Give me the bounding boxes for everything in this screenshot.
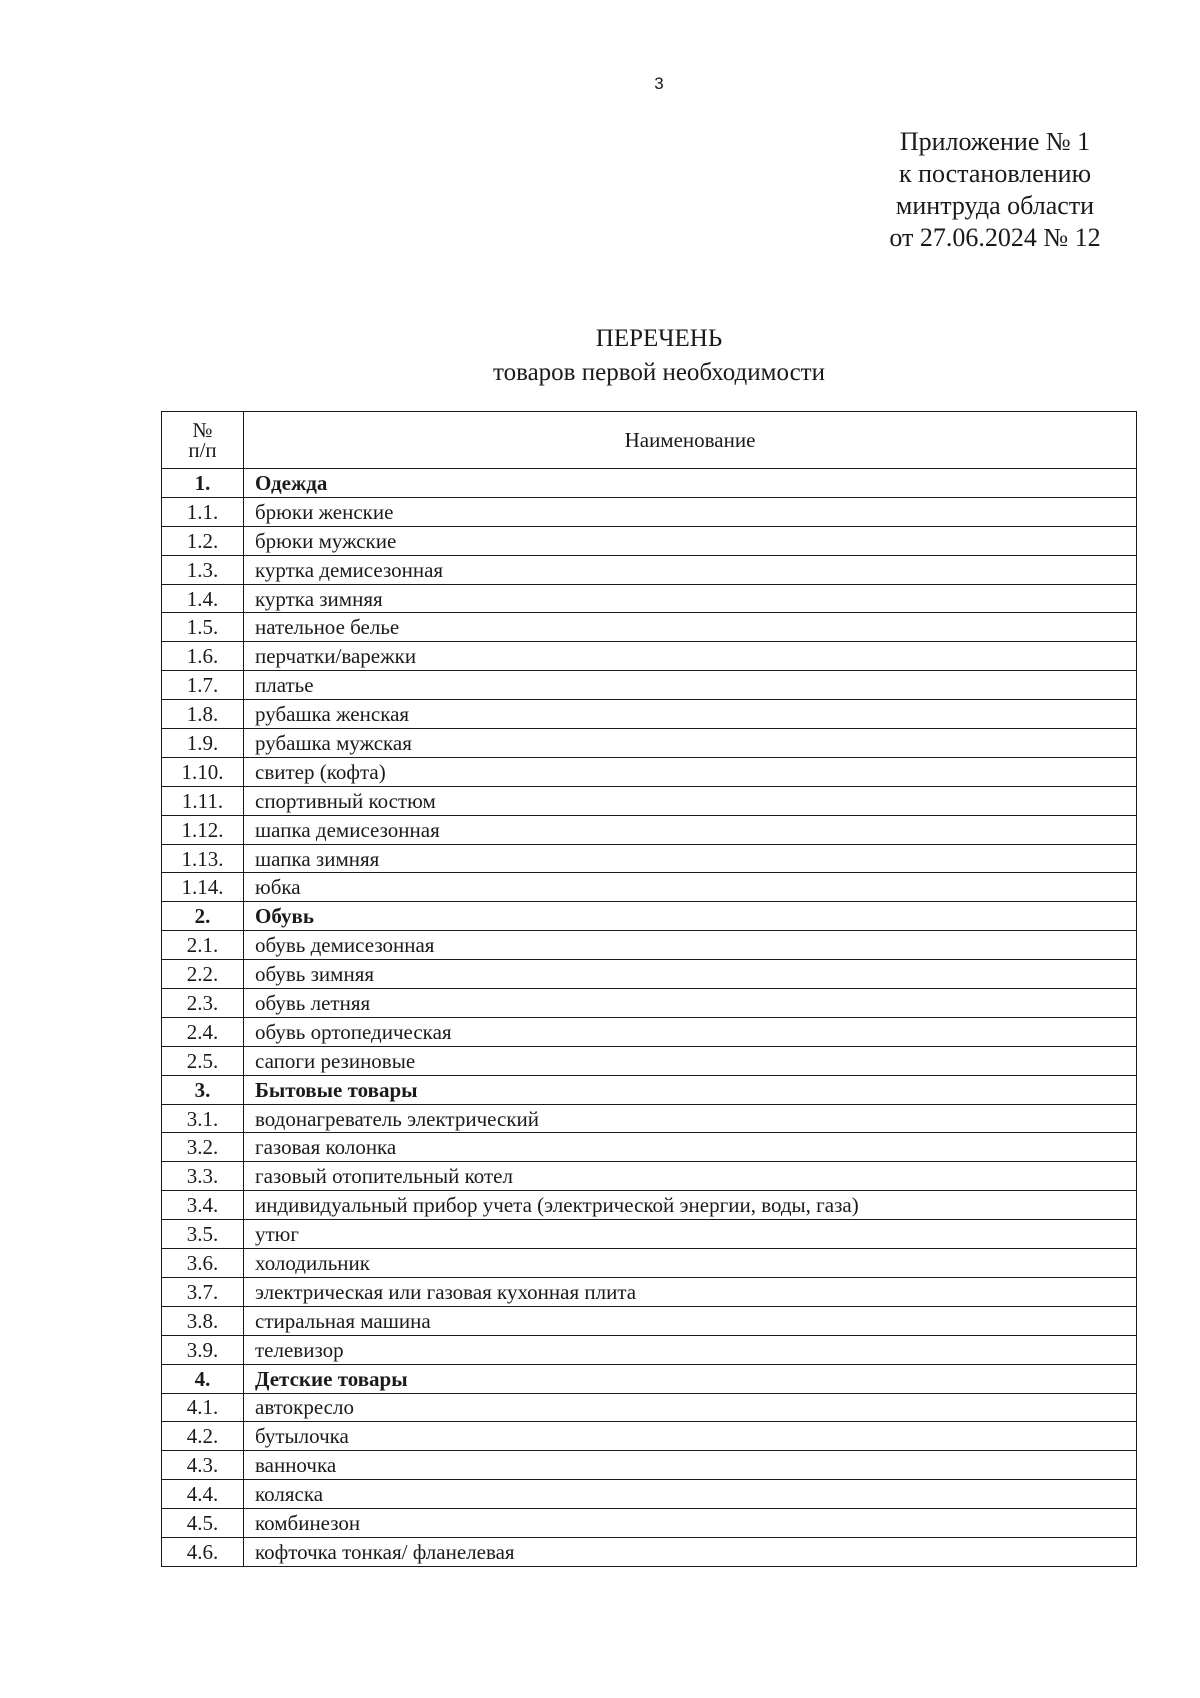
table-row (162, 844, 1137, 873)
item-name: куртка зимняя (244, 584, 1137, 613)
appendix-line-2: к постановлению (898, 159, 1092, 188)
section-row (162, 469, 1137, 498)
table-row (162, 786, 1137, 815)
table-row (162, 700, 1137, 729)
row-number: 2.3. (162, 989, 244, 1018)
table-row (162, 1306, 1137, 1335)
item-name: рубашка мужская (244, 729, 1137, 758)
row-number: 1.12. (162, 815, 244, 844)
row-number: 3.6. (162, 1249, 244, 1278)
table-row (162, 671, 1137, 700)
table-row (162, 642, 1137, 671)
section-name: Детские товары (244, 1364, 1137, 1393)
item-name: платье (244, 671, 1137, 700)
table-row (162, 1422, 1137, 1451)
table-row (162, 1046, 1137, 1075)
section-row (162, 1075, 1137, 1104)
row-number: 3.1. (162, 1104, 244, 1133)
table-row (162, 1249, 1137, 1278)
table-row (162, 931, 1137, 960)
table-row (162, 1104, 1137, 1133)
item-name: спортивный костюм (244, 786, 1137, 815)
table-row (162, 1480, 1137, 1509)
item-name: газовый отопительный котел (244, 1162, 1137, 1191)
row-number: 3.2. (162, 1133, 244, 1162)
row-number: 1. (162, 469, 244, 498)
item-name: утюг (244, 1220, 1137, 1249)
row-number: 1.7. (162, 671, 244, 700)
table-row (162, 989, 1137, 1018)
table-row (162, 1451, 1137, 1480)
table-row (162, 815, 1137, 844)
item-name: водонагреватель электрический (244, 1104, 1137, 1133)
document-title (0, 322, 1200, 390)
row-number: 1.6. (162, 642, 244, 671)
header-number (162, 412, 244, 469)
item-name: индивидуальный прибор учета (электрической энергии, воды, газа) (244, 1191, 1137, 1220)
row-number: 4.1. (162, 1393, 244, 1422)
row-number: 1.9. (162, 729, 244, 758)
item-name: юбка (244, 873, 1137, 902)
item-name: обувь зимняя (244, 960, 1137, 989)
row-number: 1.4. (162, 584, 244, 613)
table-row (162, 1017, 1137, 1046)
section-name: Бытовые товары (244, 1075, 1137, 1104)
row-number: 2.5. (162, 1046, 244, 1075)
item-name: шапка зимняя (244, 844, 1137, 873)
table-row (162, 757, 1137, 786)
row-number: 3.8. (162, 1306, 244, 1335)
table-row (162, 584, 1137, 613)
item-name: телевизор (244, 1335, 1137, 1364)
row-number: 4.4. (162, 1480, 244, 1509)
section-name: Одежда (244, 469, 1137, 498)
table-row (162, 1191, 1137, 1220)
row-number: 1.5. (162, 613, 244, 642)
table-row (162, 526, 1137, 555)
row-number: 2.1. (162, 931, 244, 960)
table-row (162, 555, 1137, 584)
row-number: 1.13. (162, 844, 244, 873)
row-number: 1.8. (162, 700, 244, 729)
row-number: 4. (162, 1364, 244, 1393)
item-name: свитер (кофта) (244, 757, 1137, 786)
header-number-line-2: п/п (188, 438, 217, 462)
row-number: 2. (162, 902, 244, 931)
table-row (162, 1162, 1137, 1191)
row-number: 1.10. (162, 757, 244, 786)
table-row (162, 1537, 1137, 1566)
row-number: 2.2. (162, 960, 244, 989)
goods-table (161, 411, 1137, 1567)
page-number: 3 (654, 74, 664, 93)
row-number: 2.4. (162, 1017, 244, 1046)
row-number: 4.2. (162, 1422, 244, 1451)
title-line-1: ПЕРЕЧЕНЬ (595, 325, 723, 352)
item-name: обувь летняя (244, 989, 1137, 1018)
item-name: коляска (244, 1480, 1137, 1509)
table-row (162, 1220, 1137, 1249)
row-number: 4.6. (162, 1537, 244, 1566)
table-row (162, 1509, 1137, 1538)
item-name: автокресло (244, 1393, 1137, 1422)
section-row (162, 1364, 1137, 1393)
appendix-line-4: от 27.06.2024 № 12 (889, 223, 1101, 252)
item-name: ванночка (244, 1451, 1137, 1480)
table-row (162, 1393, 1137, 1422)
title-line-2: товаров первой необходимости (493, 359, 825, 386)
item-name: обувь демисезонная (244, 931, 1137, 960)
table-row (162, 873, 1137, 902)
row-number: 4.3. (162, 1451, 244, 1480)
row-number: 3.9. (162, 1335, 244, 1364)
table-row (162, 1335, 1137, 1364)
table-row (162, 1277, 1137, 1306)
row-number: 3. (162, 1075, 244, 1104)
item-name: электрическая или газовая кухонная плита (244, 1277, 1137, 1306)
table-row (162, 960, 1137, 989)
item-name: газовая колонка (244, 1133, 1137, 1162)
item-name: комбинезон (244, 1509, 1137, 1538)
row-number: 1.2. (162, 526, 244, 555)
row-number: 4.5. (162, 1509, 244, 1538)
table-row (162, 497, 1137, 526)
item-name: холодильник (244, 1249, 1137, 1278)
item-name: кофточка тонкая/ фланелевая (244, 1537, 1137, 1566)
appendix-block (845, 126, 1145, 254)
item-name: сапоги резиновые (244, 1046, 1137, 1075)
item-name: перчатки/варежки (244, 642, 1137, 671)
item-name: брюки женские (244, 497, 1137, 526)
item-name: брюки мужские (244, 526, 1137, 555)
section-row (162, 902, 1137, 931)
table-row (162, 1133, 1137, 1162)
row-number: 3.5. (162, 1220, 244, 1249)
item-name: нательное белье (244, 613, 1137, 642)
table-row (162, 729, 1137, 758)
row-number: 1.11. (162, 786, 244, 815)
row-number: 1.1. (162, 497, 244, 526)
row-number: 1.14. (162, 873, 244, 902)
table-header-row (162, 412, 1137, 469)
item-name: стиральная машина (244, 1306, 1137, 1335)
table-body (162, 469, 1137, 1567)
appendix-line-3: минтруда области (895, 191, 1095, 220)
item-name: куртка демисезонная (244, 555, 1137, 584)
appendix-line-1: Приложение № 1 (899, 127, 1091, 156)
row-number: 3.7. (162, 1277, 244, 1306)
item-name: шапка демисезонная (244, 815, 1137, 844)
row-number: 3.4. (162, 1191, 244, 1220)
item-name: обувь ортопедическая (244, 1017, 1137, 1046)
item-name: рубашка женская (244, 700, 1137, 729)
table-row (162, 613, 1137, 642)
item-name: бутылочка (244, 1422, 1137, 1451)
row-number: 1.3. (162, 555, 244, 584)
section-name: Обувь (244, 902, 1137, 931)
header-number-line-1: № (192, 418, 213, 442)
row-number: 3.3. (162, 1162, 244, 1191)
header-name: Наименование (244, 412, 1137, 469)
